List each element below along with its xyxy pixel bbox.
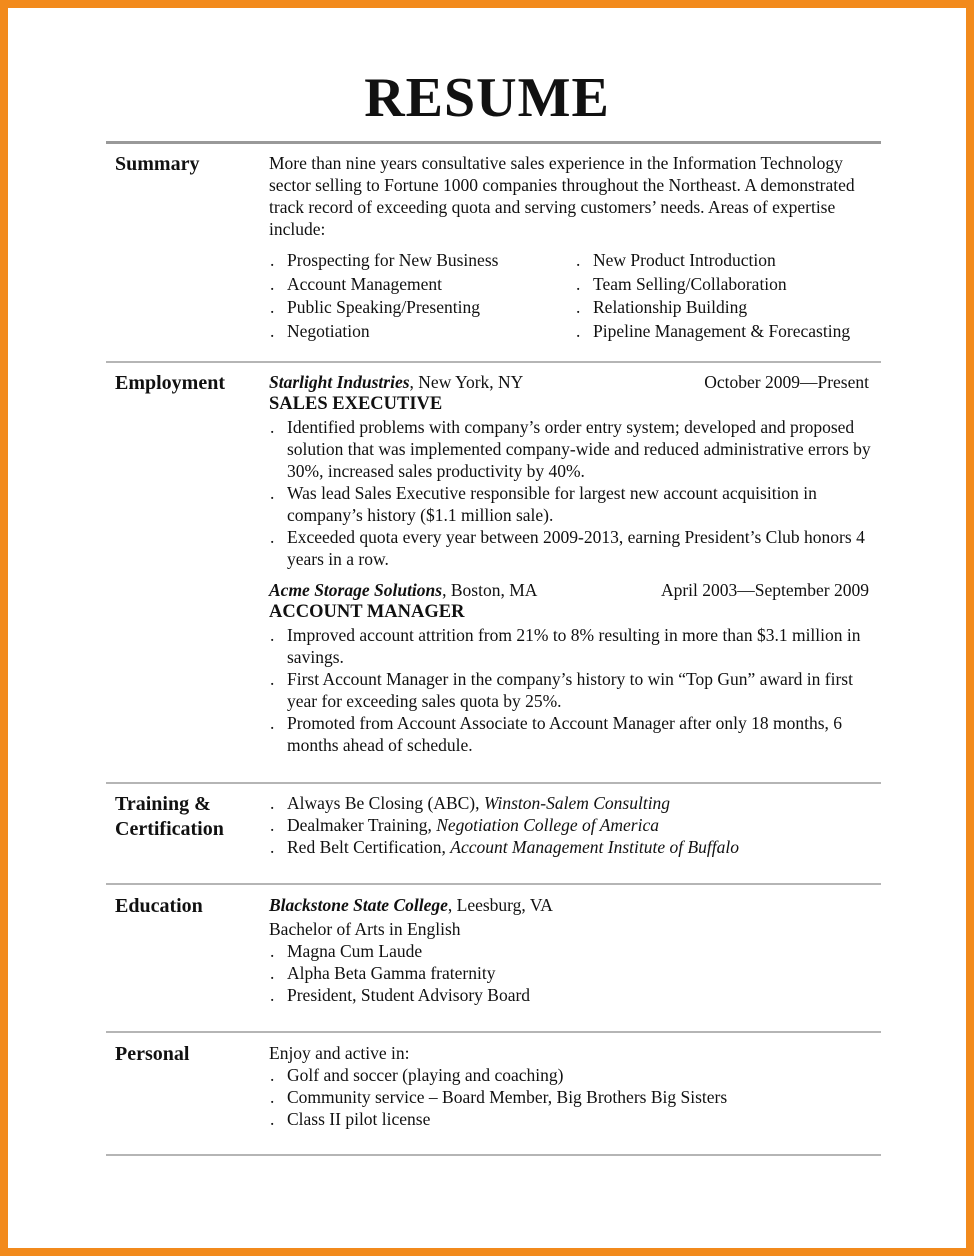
- training-list: [269, 792, 881, 858]
- list-item: . Always Be Closing (ABC), Winston-Salem Consulting: [270, 793, 671, 813]
- education-heading: Education: [115, 895, 203, 917]
- company-location: , Boston, MA: [442, 580, 538, 600]
- section-divider: [106, 1154, 881, 1156]
- section-divider: [106, 883, 881, 885]
- personal-list: [269, 1064, 881, 1130]
- list-item: . Prospecting for New Business: [270, 250, 499, 270]
- list-item: . Magna Cum Laude: [270, 941, 423, 961]
- list-item: . Promoted from Account Associate to Account Manager after only 18 months, 6 months ahead of schedule.: [270, 713, 843, 755]
- summary-heading: Summary: [115, 153, 200, 175]
- job-header: [269, 579, 881, 601]
- list-item: . Pipeline Management & Forecasting: [576, 320, 851, 341]
- job-achievements: [269, 624, 881, 756]
- job-header: [269, 371, 881, 393]
- education-list: [269, 940, 881, 1006]
- company-name: Acme Storage Solutions: [269, 580, 443, 600]
- list-item: . Golf and soccer (playing and coaching): [270, 1065, 564, 1085]
- job-achievements: [269, 416, 881, 570]
- summary-text: More than nine years consultative sales experience in the Information Technology sector selling to Fortune 1000 companies throughout the Northeast. A demonstrated track record of exceeding quota and serving customers’ needs. Areas of expertise include:: [269, 153, 855, 239]
- personal-intro: Enjoy and active in:: [269, 1043, 410, 1063]
- list-item: . Red Belt Certification, Account Management Institute of Buffalo: [270, 837, 739, 857]
- degree: Bachelor of Arts in English: [269, 919, 461, 939]
- list-item: . New Product Introduction: [576, 250, 776, 270]
- list-item: . Exceeded quota every year between 2009-2013, earning President’s Club honors 4 years in a row.: [270, 527, 865, 569]
- job-title: ACCOUNT MANAGER: [269, 602, 465, 622]
- summary-content: [269, 152, 881, 343]
- job-title: SALES EXECUTIVE: [269, 394, 443, 414]
- education-content: [269, 894, 881, 1006]
- list-item: . Account Management: [270, 273, 443, 294]
- company-location: , New York, NY: [409, 372, 524, 392]
- job-dates: October 2009—Present: [704, 372, 869, 392]
- list-item: . Was lead Sales Executive responsible for largest new account acquisition in company’s history ($1.1 million sale).: [270, 483, 817, 525]
- section-divider: [106, 361, 881, 363]
- training-heading: Training & Certification: [115, 793, 224, 840]
- job-entry: [269, 579, 881, 756]
- school-name: Blackstone State College: [269, 895, 448, 915]
- company-name: Starlight Industries: [269, 372, 410, 392]
- expertise-columns: [269, 249, 881, 343]
- expertise-list-right: [575, 249, 881, 343]
- list-item: . Community service – Board Member, Big Brothers Big Sisters: [270, 1087, 728, 1107]
- list-item: . Identified problems with company’s order entry system; developed and proposed solution that was implemented company-wide and reduced administrative errors by 30%, increased sales productivity by 40%.: [270, 417, 871, 481]
- list-item: . President, Student Advisory Board: [270, 985, 531, 1005]
- section-divider: [106, 1031, 881, 1033]
- section-divider: [106, 782, 881, 784]
- list-item: . Class II pilot license: [270, 1109, 431, 1129]
- job-entry: [269, 371, 881, 570]
- title-divider: [106, 141, 881, 144]
- list-item: . Improved account attrition from 21% to 8% resulting in more than $3.1 million in savings.: [270, 625, 861, 667]
- resume-title: RESUME: [364, 67, 610, 129]
- personal-content: [269, 1042, 881, 1130]
- list-item: . First Account Manager in the company’s history to win “Top Gun” award in first year for exceeding sales quota by 25%.: [270, 669, 853, 711]
- expertise-list-left: [269, 249, 575, 343]
- list-item: . Negotiation: [270, 320, 370, 341]
- employment-heading: Employment: [115, 372, 225, 394]
- list-item: . Relationship Building: [576, 297, 748, 317]
- personal-heading: Personal: [115, 1043, 190, 1065]
- list-item: . Dealmaker Training, Negotiation College of America: [270, 815, 659, 835]
- school-location: , Leesburg, VA: [447, 895, 553, 915]
- job-dates: April 2003—September 2009: [660, 580, 869, 600]
- list-item: . Public Speaking/Presenting: [270, 297, 480, 317]
- school-line: [269, 894, 881, 916]
- list-item: . Alpha Beta Gamma fraternity: [270, 963, 496, 983]
- employment-content: [269, 371, 881, 756]
- list-item: . Team Selling/Collaboration: [576, 273, 787, 294]
- training-content: [269, 792, 881, 858]
